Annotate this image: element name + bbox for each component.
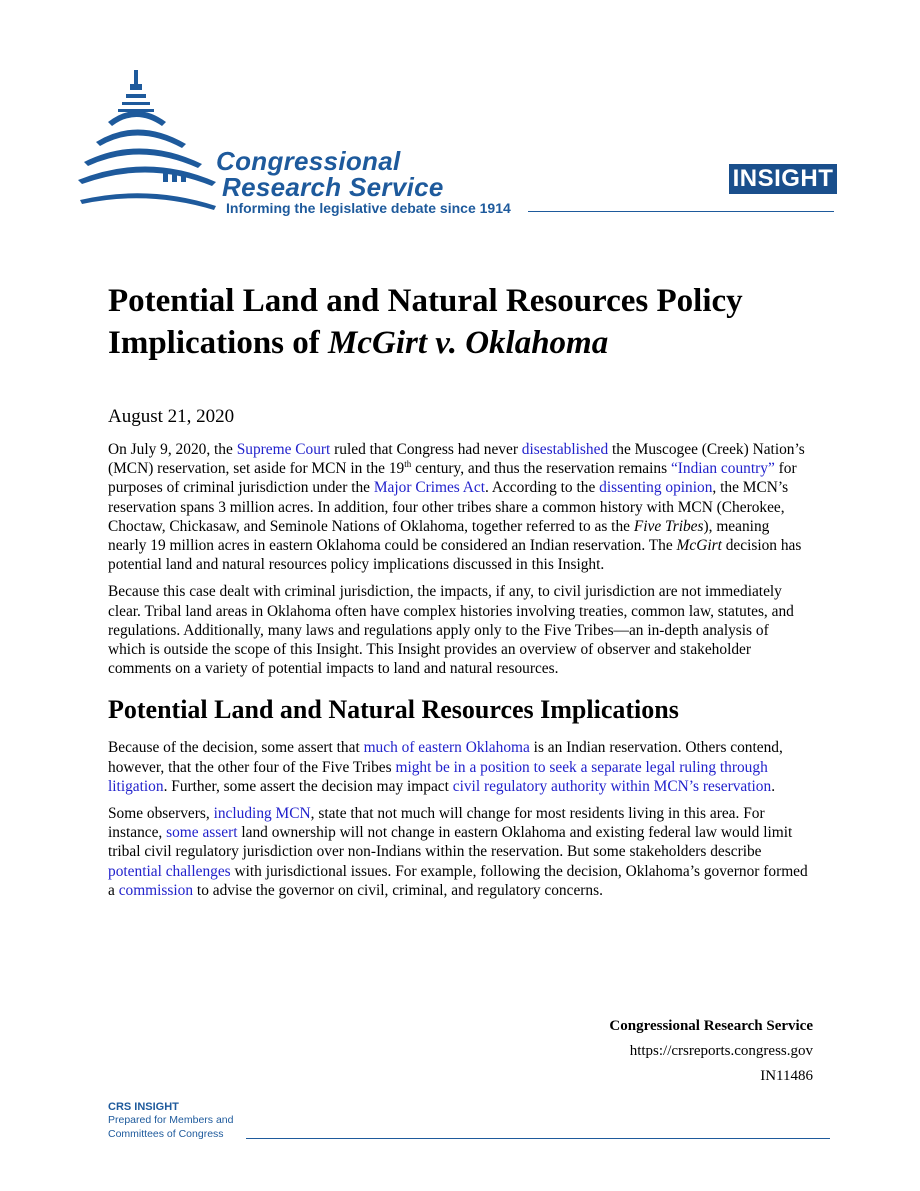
p4-text-4: with jurisdictional issues. For example, following the decision, Oklahoma’s governor formed a (108, 862, 808, 899)
p1-text-3: the Muscogee (Creek) Nation’s (MCN) reservation, set aside for MCN in the 19 (108, 441, 805, 478)
p1-italic-mcgirt: McGirt (676, 537, 722, 555)
p1-italic-five-tribes: Five Tribes (633, 517, 704, 535)
p1-text-1: On July 9, 2020, the (108, 441, 237, 458)
p4-text-3: land ownership will not change in eastern Oklahoma and existing federal law would limit tribal civil regulatory jurisdiction over non-Indians within the reservation. But some stakeholders describe (108, 824, 793, 861)
p1-text-2: ruled that Congress had never (330, 441, 522, 458)
logo-wordmark-line2: Research Service (222, 172, 444, 202)
p3-text-1: Because of the decision, some assert that (108, 739, 364, 757)
link-including-mcn[interactable]: including MCN (213, 805, 311, 823)
logo-wordmark-line1: Congressional (216, 146, 401, 176)
link-civil-regulatory-authority[interactable]: civil regulatory authority within MCN’s reservation (452, 777, 772, 795)
logo-tagline: Informing the legislative debate since 1914 (226, 200, 511, 216)
p1-superscript: th (404, 459, 412, 470)
link-major-crimes-act[interactable]: Major Crimes Act (373, 479, 485, 497)
paragraph-4 (108, 804, 808, 900)
title-line2-prefix: Implications of (108, 325, 329, 361)
p1-text-7: , the MCN’s reservation spans 3 million acres. In addition, four other tribes share a common history with MCN (Cherokee, Choctaw, Chickasaw, and Seminole Nations of Oklahoma, together referred to as the (108, 479, 789, 535)
p1-text-5: for purposes of criminal jurisdiction under the (108, 460, 797, 497)
bottom-committees: Committees of Congress (108, 1128, 224, 1140)
link-indian-country[interactable]: “Indian country” (670, 460, 775, 478)
title-case-name: McGirt v. Oklahoma (328, 325, 609, 361)
p1-text-8: ), meaning nearly 19 million acres in eastern Oklahoma could be considered an Indian reservation. The (108, 517, 770, 555)
p1-text-6: . According to the (485, 479, 600, 497)
bottom-rule (246, 1138, 830, 1139)
p1-text-4: century, and thus the reservation remains (411, 460, 671, 478)
p4-text-1: Some observers, (108, 805, 214, 823)
link-some-assert[interactable]: some assert (166, 824, 238, 842)
footer-org: Congressional Research Service (609, 1018, 813, 1034)
section-heading: Potential Land and Natural Resources Implications (108, 695, 679, 725)
link-supreme-court[interactable]: Supreme Court (236, 441, 331, 458)
crs-logo (78, 64, 548, 224)
capitol-dome-icon (78, 64, 218, 224)
bottom-label: CRS INSIGHT (108, 1101, 179, 1113)
paragraph-3 (108, 738, 808, 796)
p4-text-2: , state that not much will change for most residents living in this area. For instance, (108, 805, 765, 842)
footer-url[interactable]: https://crsreports.congress.gov (629, 1043, 813, 1059)
insight-badge: INSIGHT (729, 164, 837, 194)
p3-text-3: . Further, some assert the decision may impact (163, 777, 453, 795)
link-commission[interactable]: commission (118, 881, 194, 899)
bottom-prepared-for: Prepared for Members and (108, 1114, 234, 1126)
footer-report-id: IN11486 (760, 1068, 813, 1084)
bottom-meta (108, 1101, 233, 1141)
paragraph-1 (108, 440, 808, 574)
link-potential-challenges[interactable]: potential challenges (108, 862, 231, 880)
p3-text-2: is an Indian reservation. Others contend, however, that the other four of the Five Tribes (108, 739, 783, 776)
p1-text-9: decision has potential land and natural resources policy implications discussed in this Insight. (108, 537, 802, 574)
link-disestablished[interactable]: disestablished (521, 441, 609, 458)
link-separate-legal-ruling[interactable]: might be in a position to seek a separate legal ruling through litigation (108, 758, 768, 795)
publication-date: August 21, 2020 (108, 406, 235, 427)
article-body (108, 440, 808, 908)
paragraph-2: Because this case dealt with criminal jurisdiction, the impacts, if any, to civil jurisdiction are not immediately clear. Tribal land areas in Oklahoma often have complex histories involving treaties, common law, statutes, and regulations. Additionally, many laws and regulations apply only to the Five Tribes—an in-depth analysis of which is outside the scope of this Insight. This Insight provides an overview of observer and stakeholder comments on a variety of potential impacts to land and natural resources. (108, 583, 794, 678)
link-eastern-oklahoma[interactable]: much of eastern Oklahoma (363, 739, 530, 757)
p3-text-4: . (771, 777, 776, 795)
link-dissenting-opinion[interactable]: dissenting opinion (599, 479, 713, 497)
page-title (108, 280, 828, 364)
title-line1: Potential Land and Natural Resources Policy (108, 283, 743, 319)
footer-block (609, 1014, 813, 1089)
p4-text-5: to advise the governor on civil, criminal, and regulatory concerns. (193, 881, 603, 899)
header-rule (528, 211, 834, 212)
